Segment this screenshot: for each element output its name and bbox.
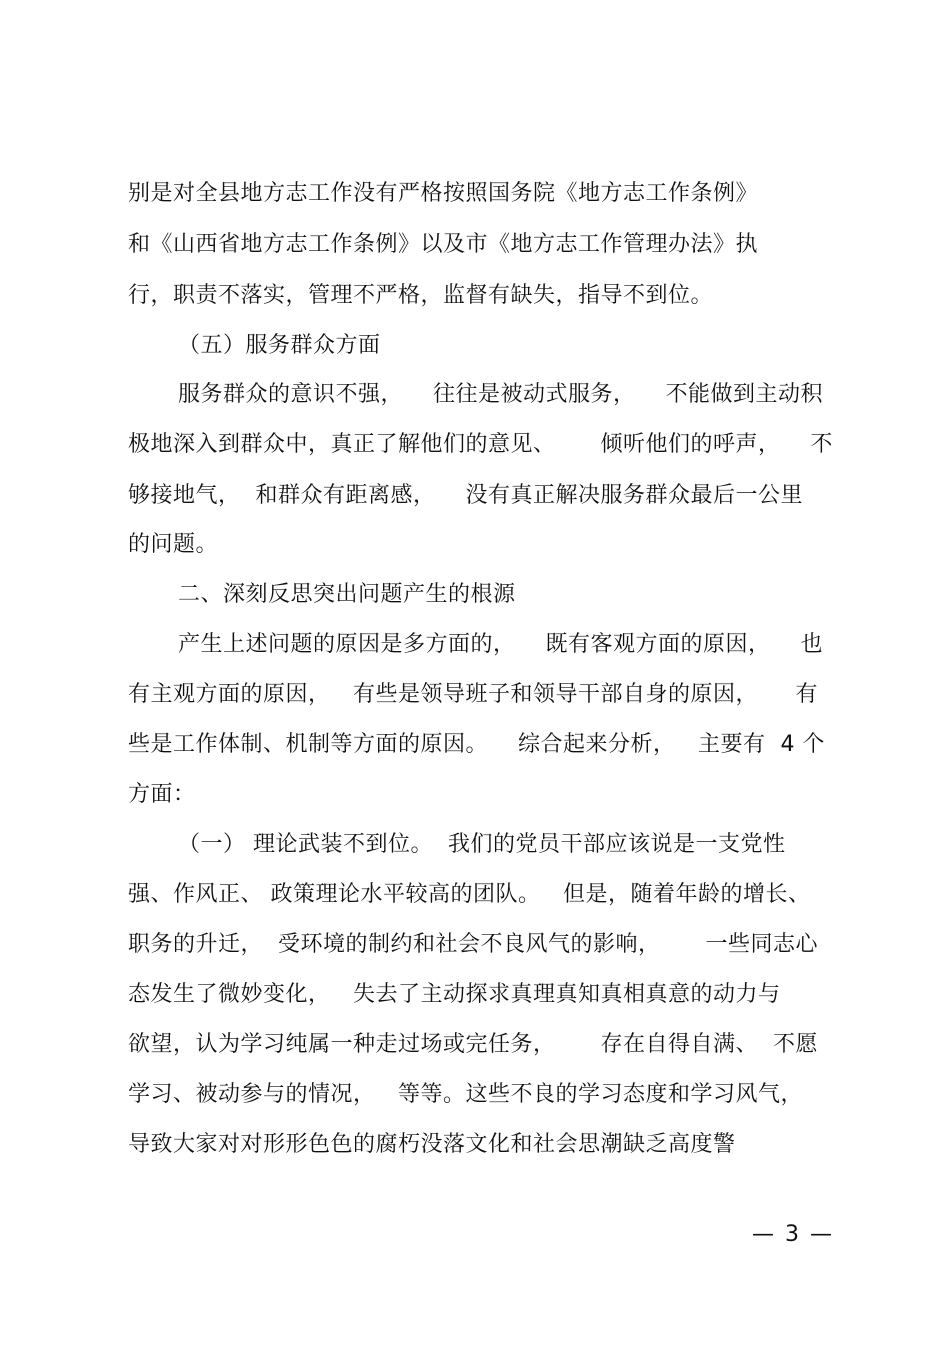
text-line: 产生上述问题的原因是多方面的， 既有客观方面的原因， 也 (178, 632, 823, 657)
text-line: （一） 理论武装不到位。 我们的党员干部应该说是一支党性 (178, 832, 786, 857)
text-line: 的问题。 (128, 532, 219, 557)
text-line: 和《山西省地方志工作条例》以及市《地方志工作管理办法》执 (128, 232, 759, 257)
page-number: — 3 — (752, 1222, 834, 1247)
text-line: 些是工作体制、机制等方面的原因。 综合起来分析， 主要有 4 个 (128, 732, 825, 757)
text-line: 别是对全县地方志工作没有严格按照国务院《地方志工作条例》 (128, 181, 759, 206)
text-line: 够接地气， 和群众有距离感， 没有真正解决服务群众最后一公里 (128, 483, 803, 508)
section-heading: （五）服务群众方面 (178, 333, 381, 358)
text-line: 服务群众的意识不强， 往往是被动式服务， 不能做到主动积 (178, 382, 823, 407)
text-line: 态发生了微妙变化， 失去了主动探求真理真知真相真意的动力与 (128, 982, 781, 1007)
text-line: 行，职责不落实，管理不严格，监督有缺失，指导不到位。 (128, 283, 714, 308)
text-line: 方面： (128, 782, 196, 807)
text-line: 强、作风正、 政策理论水平较高的团队。 但是，随着年龄的增长、 (128, 882, 811, 907)
text-line: 欲望，认为学习纯属一种走过场或完任务， 存在自得自满、 不愿 (128, 1032, 818, 1057)
text-line: 职务的升迁， 受环境的制约和社会不良风气的影响， 一些同志心 (128, 932, 818, 957)
text-line: 导致大家对对形形色色的腐朽没落文化和社会思潮缺乏高度警 (128, 1132, 736, 1157)
text-line: 极地深入到群众中，真正了解他们的意见、 倾听他们的呼声， 不 (128, 432, 833, 457)
text-line: 学习、被动参与的情况， 等等。这些不良的学习态度和学习风气， (128, 1082, 803, 1107)
section-heading: 二、深刻反思突出问题产生的根源 (178, 582, 516, 607)
text-line: 有主观方面的原因， 有些是领导班子和领导干部自身的原因， 有 (128, 682, 818, 707)
